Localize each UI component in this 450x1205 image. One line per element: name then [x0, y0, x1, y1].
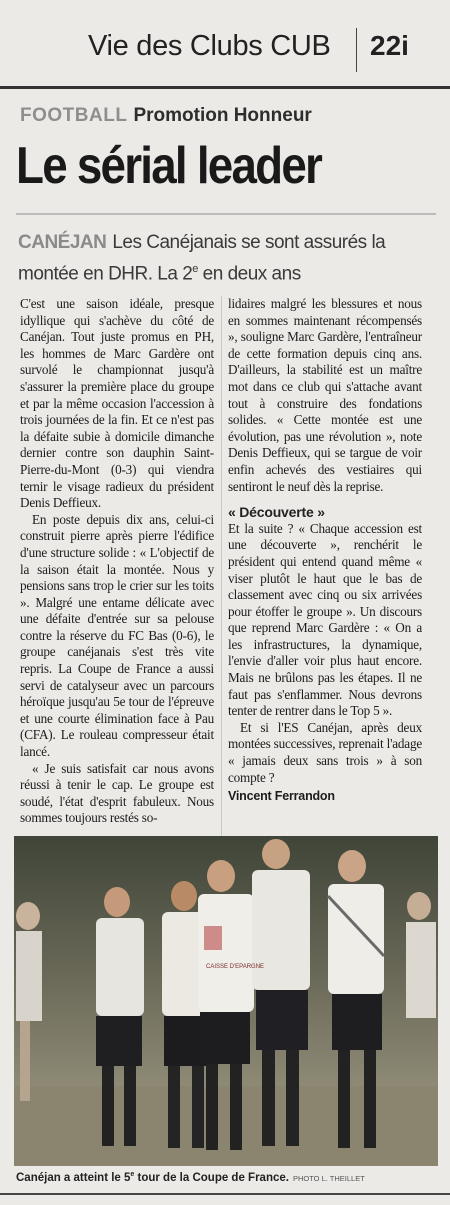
article-column-right [228, 296, 422, 805]
section-title: Vie des Clubs CUB [88, 30, 331, 62]
intertitle: « Découverte » [228, 504, 325, 521]
header-divider [356, 28, 357, 72]
headline-rule [16, 213, 436, 215]
article-paragraph: lidaires malgré les blessures et nous en sommes maintenant récompensés », souligne Marc Gardère, l'entraîneur de cette formation depuis cinq ans. D'ailleurs, la stabilité est un maître mot dans ce club qui s'attache avant tout à construire des fondations solides. « Cette montée est une évolution, pas une révolution », note Denis Deffieux, qui se targue de voir enfin achevés des vestiaires qui sentiront le neuf dès la reprise. [228, 296, 422, 494]
article-paragraph: En poste depuis dix ans, celui-ci construit pierre après pierre l'édifice d'une structure solide : « L'objectif de la saison était la montée. Nous y pensions sans trop le crier sur les toits ». Malgré une entame délicate avec une défaite d'entrée sur sa pelouse contre la réserve du FC Bas (0-6), le groupe canéjanais s'est très vite repris. La Coupe de France a aussi servi de catalyseur avec un parcours héroïque jusqu'au 5e tour de l'épreuve et une courte élimination face à Pau (CFA). Le rouleau compresseur était lancé. [20, 511, 214, 760]
kicker-league: Promotion Honneur [133, 105, 312, 126]
article-paragraph: Et si l'ES Canéjan, après deux montées successives, reprenait l'adage « jamais deux sans trois » à son compte ? [228, 719, 422, 785]
headline: Le sérial leader [16, 137, 322, 195]
bottom-rule [0, 1193, 450, 1195]
team-photo-illustration [14, 836, 438, 1166]
kicker-sport: FOOTBALL [20, 105, 128, 126]
caption-sup: e [130, 1171, 135, 1178]
author-byline: Vincent Ferrandon [228, 789, 335, 804]
standfirst-sup: e [192, 263, 198, 275]
article-paragraph: « Je suis satisfait car nous avons réussi à tenir le cap. Le groupe est soudé, l'état d'esprit fabuleux. Nous sommes toujours restés so- [20, 760, 214, 826]
article-paragraph: Et la suite ? « Chaque accession est une découverte », renchérit le président qui entend quand même « viser plutôt le haut que le bas de classement avec cinq ou six arrivées pour étoffer le groupe ». Un discours que reprend Marc Gardère : « On a les infrastructures, la dynamique, l'envie d'aller voir plus haut encore. Mais ne brûlons pas les étapes. Il ne faut pas s'enflammer. Nous devrons tenter de rentrer dans le Top 5 ». [228, 520, 422, 719]
page-number: 22i [370, 30, 409, 61]
standfirst [18, 230, 438, 287]
kicker [20, 105, 312, 127]
article-paragraph: C'est une saison idéale, presque idyllique qui s'achève du côté de Canéjan. Tout juste promus en PH, les hommes de Marc Gardère ont survolé le championnat jusqu'à s'assurer la première place du groupe et par la même occasion l'accession à trois journées de la fin. Et ce n'est pas la défaite subie à domicile dimanche dernier contre son dauphin Saint-Pierre-du-Mont (0-3) qui viendra ternir le visage radieux du président Denis Deffieux. [20, 296, 214, 511]
column-divider [221, 296, 222, 836]
header-rule [0, 86, 450, 89]
article-column-left [20, 296, 214, 827]
photo-credit: PHOTO L. THEILLET [292, 1173, 365, 1183]
photo-caption [16, 1171, 365, 1184]
standfirst-place: CANÉJAN [18, 232, 107, 253]
sponsor-logo-text: CAISSE D'EPARGNE [206, 964, 265, 970]
page-header [0, 0, 450, 86]
standfirst-text-b: en deux ans [197, 263, 301, 285]
caption-text-a: Canéjan a atteint le 5 [16, 1171, 131, 1184]
team-photo [14, 836, 438, 1166]
standfirst-text-a: Les Canéjanais se sont assurés la montée en DHR. La 2 [18, 232, 386, 285]
caption-text-b: tour de la Coupe de France. [134, 1171, 289, 1184]
